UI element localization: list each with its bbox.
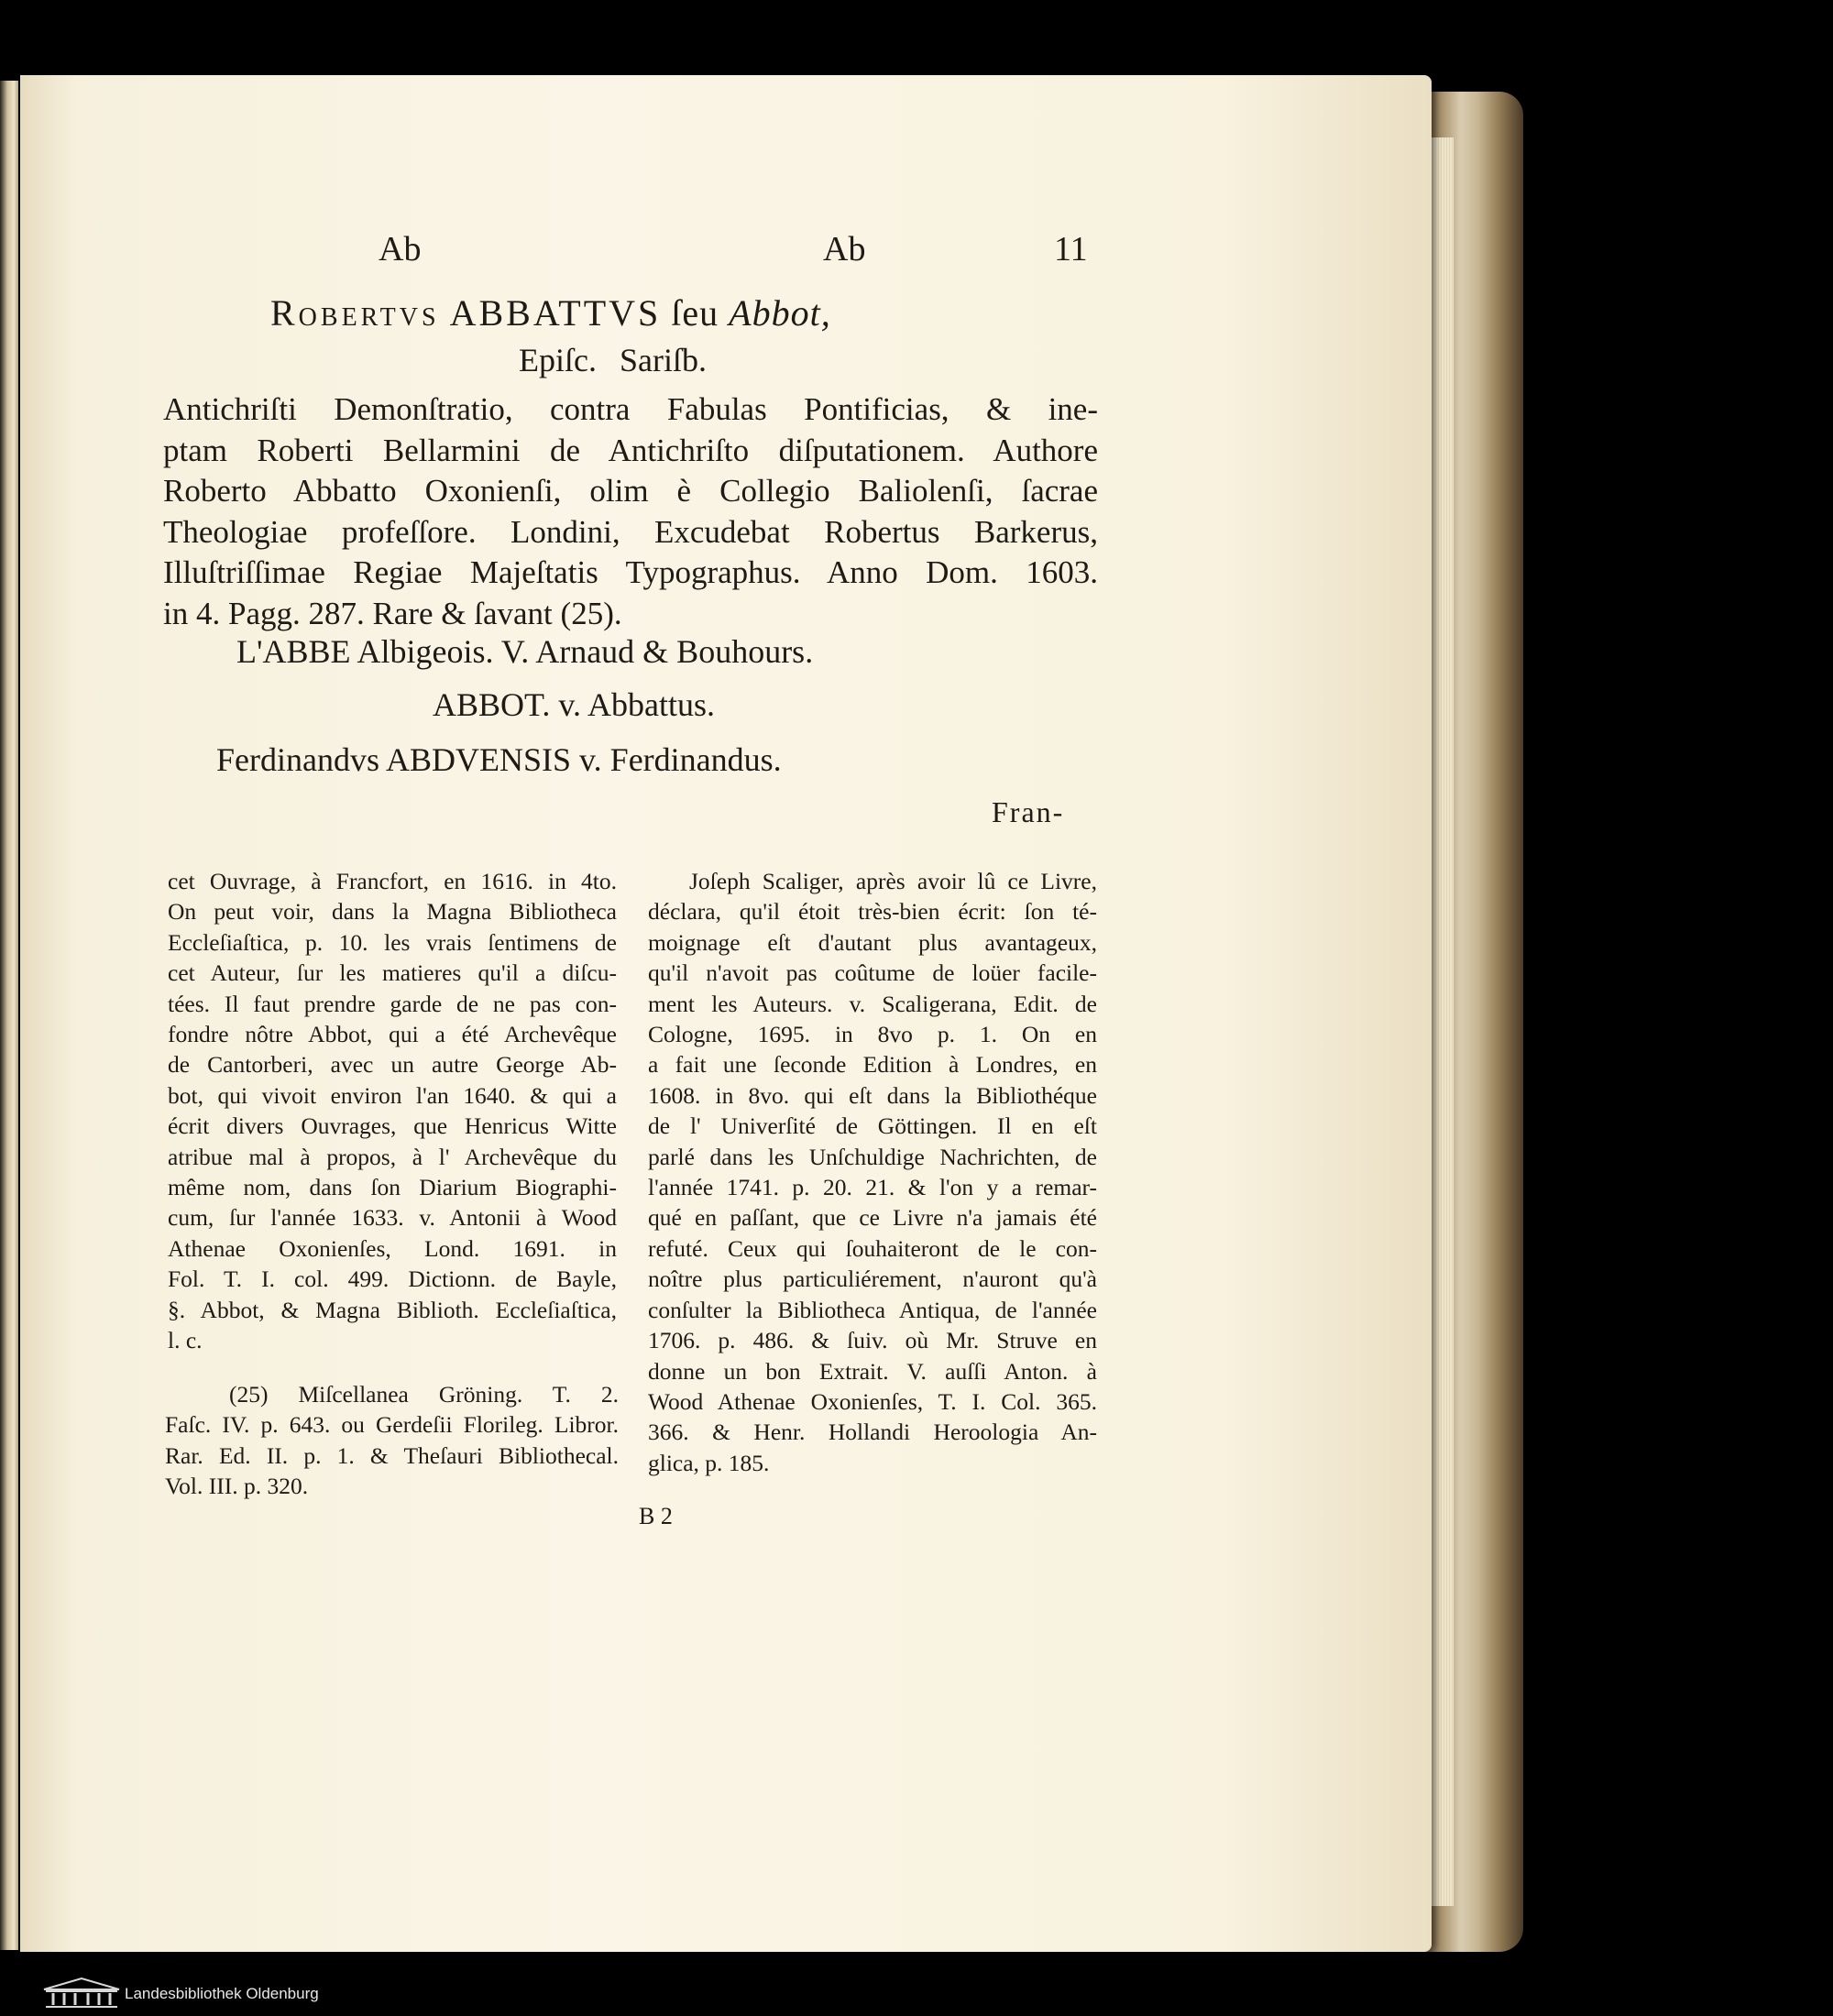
column-line: écrit divers Ouvrages, que Henricus Witte: [168, 1112, 617, 1140]
column-line: atribue mal à propos, à l' Archevêque du: [168, 1143, 617, 1170]
column-line: tées. Il faut prendre garde de ne pas con-: [168, 990, 617, 1017]
column-line: 366. & Henr. Hollandi Heroologia An-: [648, 1419, 1097, 1446]
column-line: de l' Univerſité de Göttingen. Il en eſt: [648, 1112, 1097, 1140]
column-line: l'année 1741. p. 20. 21. & l'on y a remar-: [648, 1174, 1097, 1201]
column-line: cet Auteur, ſur les matieres qu'il a diſcu-: [168, 959, 617, 987]
left-column: [168, 866, 617, 1356]
column-line: parlé dans les Unſchuldige Nachrichten, de: [648, 1143, 1097, 1170]
column-line: l. c.: [168, 1327, 203, 1354]
running-head-center: Ab: [823, 230, 866, 268]
column-line: ment les Auteurs. v. Scaligerana, Edit. de: [648, 990, 1097, 1017]
heading-forename: Robertvs: [270, 292, 440, 334]
column-line: fondre nôtre Abbot, qui a été Archevêque: [168, 1021, 617, 1048]
entry-heading: [270, 291, 831, 334]
cross-ref-abbot: ABBOT. v. Abbattus.: [433, 686, 716, 723]
entry-line: Antichriſti Demonſtratio, contra Fabulas Pontificias, & ine-: [163, 391, 1098, 427]
left-page-edge: [0, 81, 18, 1950]
heading-alias: Abbot,: [729, 292, 831, 334]
library-logo-icon: [42, 1977, 121, 2010]
running-head-left: Ab: [379, 230, 422, 268]
column-line: de Cantorberi, avec un autre George Ab-: [168, 1051, 617, 1079]
column-line: cum, ſur l'année 1633. v. Antonii à Wood: [168, 1204, 617, 1232]
entry-line: in 4. Pagg. 287. Rare & ſavant (25).: [163, 595, 622, 631]
column-line: Joſeph Scaliger, après avoir lû ce Livre,: [689, 868, 1097, 894]
entry-subheading: [519, 341, 707, 379]
footnote-line: Faſc. IV. p. 643. ou Gerdeſii Florileg. Libror.: [165, 1411, 619, 1439]
heading-see: Sariſb.: [619, 342, 707, 378]
footnote-line: (25) Miſcellanea Gröning. T. 2.: [229, 1381, 619, 1408]
catchword: Fran-: [992, 795, 1065, 828]
column-line: refuté. Ceux qui ſouhaiteront de le con-: [648, 1234, 1097, 1262]
column-line: noître plus particuliérement, n'auront qu'à: [648, 1265, 1097, 1293]
page-number: 11: [1054, 230, 1088, 268]
column-line: 1608. in 8vo. qui eſt dans la Bibliothéque: [648, 1081, 1097, 1109]
entry-line: Roberto Abbatto Oxonienſi, olim è Collegio Baliolenſi, ſacrae: [163, 473, 1098, 509]
column-line: bot, qui vivoit environ l'an 1640. & qui a: [168, 1081, 617, 1109]
column-line: Eccleſiaſtica, p. 10. les vrais ſentimens de: [168, 928, 617, 956]
footnote: [165, 1379, 619, 1502]
heading-surname: ABBATTVS: [449, 292, 662, 334]
footnote-line: Rar. Ed. II. p. 1. & Theſauri Bibliothecal.: [165, 1441, 619, 1469]
heading-seu: ſeu: [671, 292, 719, 334]
column-line: Wood Athenae Oxonienſes, T. I. Col. 365.: [648, 1387, 1097, 1415]
signature-mark: B 2: [639, 1503, 673, 1529]
cross-ref-abbe: L'ABBE Albigeois. V. Arnaud & Bouhours.: [236, 633, 814, 670]
entry-line: Illuſtriſſimae Regiae Majeſtatis Typographus. Anno Dom. 1603.: [163, 554, 1098, 590]
right-column: [648, 866, 1097, 1478]
column-line: conſulter la Bibliotheca Antiqua, de l'année: [648, 1296, 1097, 1323]
entry-line: Theologiae profeſſore. Londini, Excudebat Robertus Barkerus,: [163, 513, 1098, 550]
entry-line: ptam Roberti Bellarmini de Antichriſto diſputationem. Authore: [163, 432, 1098, 468]
footnote-line: Vol. III. p. 320.: [165, 1473, 309, 1500]
heading-office: Epiſc.: [519, 342, 597, 378]
library-name: Landesbibliothek Oldenburg: [125, 1985, 319, 2002]
column-line: qué en paſſant, que ce Livre n'a jamais été: [648, 1204, 1097, 1232]
column-line: glica, p. 185.: [648, 1449, 770, 1476]
column-line: Fol. T. I. col. 499. Dictionn. de Bayle,: [168, 1265, 617, 1293]
cross-ref-abdvensis: Ferdinandvs ABDVENSIS v. Ferdinandus.: [216, 741, 782, 778]
column-line: même nom, dans ſon Diarium Biographi-: [168, 1174, 617, 1201]
column-line: On peut voir, dans la Magna Bibliotheca: [168, 898, 617, 926]
entry-body: [163, 389, 1098, 634]
column-line: Athenae Oxonienſes, Lond. 1691. in: [168, 1234, 617, 1262]
column-line: 1706. p. 486. & ſuiv. où Mr. Struve en: [648, 1327, 1097, 1354]
column-line: cet Ouvrage, à Francfort, en 1616. in 4to.: [168, 868, 617, 894]
column-line: qu'il n'avoit pas coûtume de loüer facile-: [648, 959, 1097, 987]
column-line: §. Abbot, & Magna Biblioth. Eccleſiaſtica,: [168, 1296, 617, 1323]
column-line: a fait une ſeconde Edition à Londres, en: [648, 1051, 1097, 1079]
column-line: donne un bon Extrait. V. auſſi Anton. à: [648, 1357, 1097, 1385]
column-line: déclara, qu'il étoit très-bien écrit: ſon té-: [648, 898, 1097, 926]
column-line: moignage eſt d'autant plus avantageux,: [648, 928, 1097, 956]
column-line: Cologne, 1695. in 8vo p. 1. On en: [648, 1021, 1097, 1048]
